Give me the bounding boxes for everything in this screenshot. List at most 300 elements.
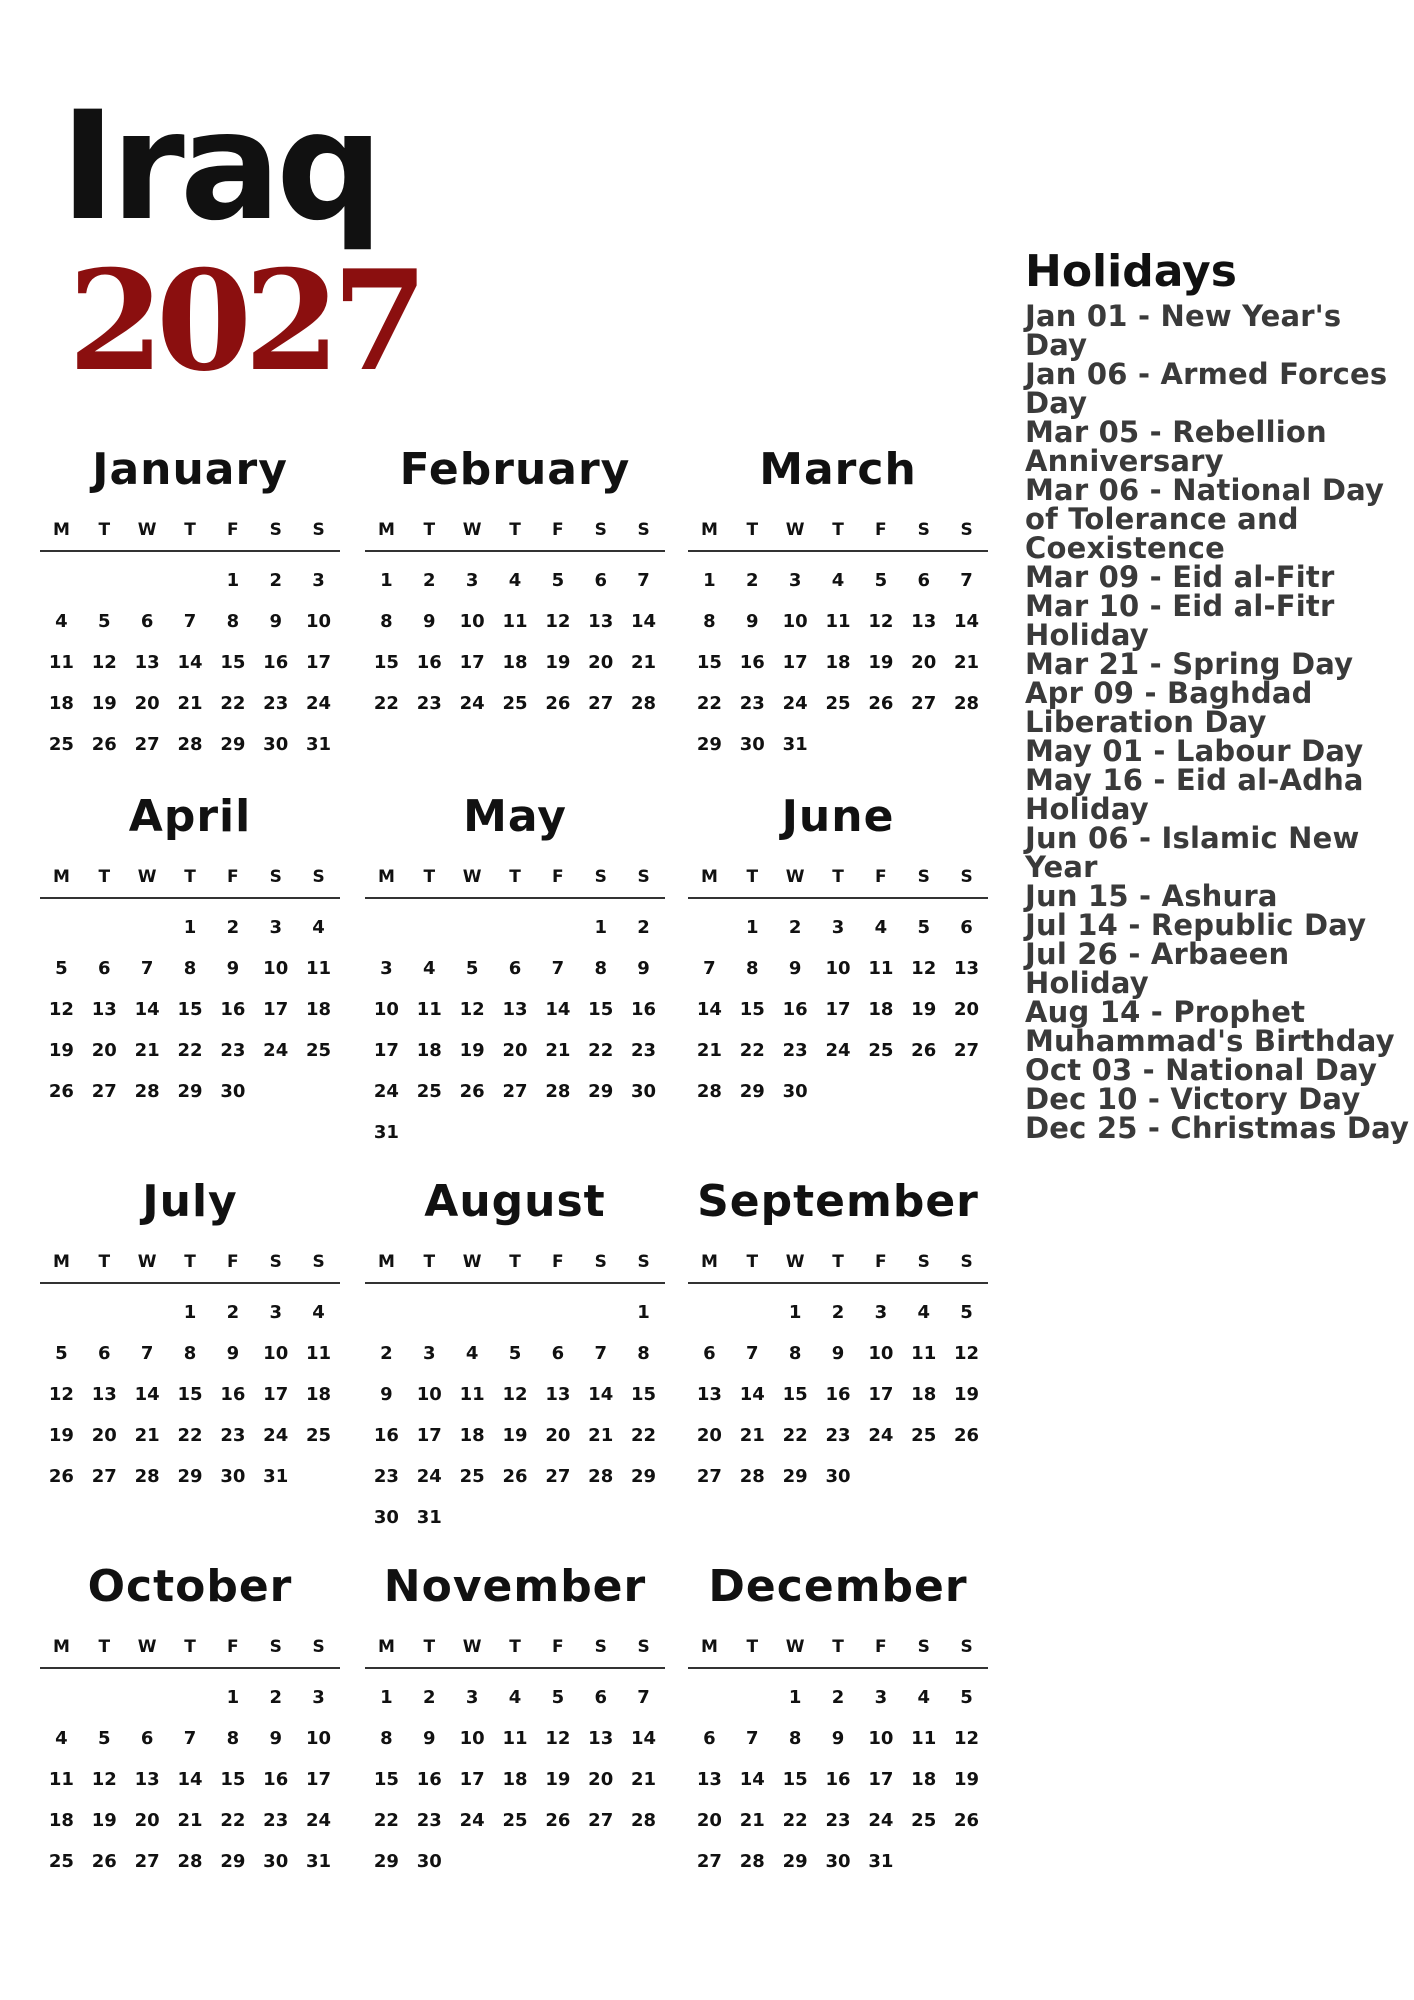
weekday-label: S [637,1637,650,1657]
day-cell: 10 [459,611,485,632]
weekday-label: W [785,1637,805,1657]
day-cell: 9 [831,1728,845,1749]
weekday-label: W [137,1252,157,1272]
month-name: July [142,1176,238,1227]
day-cell: 31 [868,1851,894,1872]
weekday-label: M [377,867,395,887]
day-cell: 20 [588,652,614,673]
day-cell: 13 [502,999,528,1020]
empty-cell [451,1292,494,1333]
empty-cell [688,1677,731,1718]
day-cell: 19 [545,652,571,673]
day-cell: 5 [98,611,111,632]
day-cell: 2 [226,917,240,938]
day-cell: 23 [631,1040,657,1061]
day-grid [365,1292,665,1538]
holiday-item: May 16 - Eid al-Adha Holiday [1025,763,1364,826]
day-cell: 5 [551,570,565,591]
day-cell: 3 [831,917,845,938]
month-december [688,1561,988,1882]
weekday-label: T [832,1637,844,1657]
weekday-label: T [746,520,759,540]
day-cell: 15 [220,652,246,673]
day-cell: 7 [637,570,650,591]
weekday-label: S [594,1637,607,1657]
day-grid [688,1292,988,1497]
day-cell: 19 [502,1425,528,1446]
day-cell: 30 [739,734,765,755]
day-cell: 18 [306,1384,332,1405]
day-cell: 15 [782,1769,808,1790]
day-cell: 28 [545,1081,571,1102]
day-cell: 22 [782,1810,808,1831]
day-cell: 6 [98,958,111,979]
day-cell: 8 [183,958,197,979]
day-cell: 19 [91,1810,117,1831]
empty-cell [40,1677,83,1718]
day-cell: 11 [825,611,851,632]
day-cell: 21 [177,693,203,714]
day-cell: 17 [306,1769,332,1790]
day-cell: 18 [459,1425,485,1446]
day-cell: 25 [911,1810,937,1831]
weekday-label: F [552,1637,564,1657]
day-cell: 6 [917,570,930,591]
day-cell: 18 [868,999,894,1020]
day-cell: 11 [48,1769,74,1790]
weekday-label: T [746,1252,759,1272]
day-cell: 17 [263,1384,289,1405]
day-cell: 28 [134,1466,160,1487]
day-cell: 24 [459,693,485,714]
day-cell: 16 [263,652,289,673]
weekday-label: F [552,1252,564,1272]
weekday-header [40,857,340,899]
weekday-label: S [637,1252,650,1272]
day-cell: 18 [911,1384,937,1405]
day-cell: 27 [134,1851,160,1872]
day-cell: 17 [825,999,851,1020]
day-cell: 27 [588,1810,614,1831]
weekday-label: S [269,520,282,540]
day-cell: 22 [220,1810,246,1831]
day-cell: 17 [263,999,289,1020]
day-cell: 12 [545,611,571,632]
day-cell: 3 [874,1302,888,1323]
day-cell: 21 [545,1040,571,1061]
day-grid [40,560,340,765]
day-cell: 14 [177,652,203,673]
day-cell: 31 [263,1466,289,1487]
day-cell: 30 [825,1851,851,1872]
day-cell: 22 [696,693,722,714]
day-cell: 4 [917,1302,930,1323]
day-cell: 16 [739,652,765,673]
day-cell: 17 [868,1384,894,1405]
day-cell: 12 [954,1728,980,1749]
weekday-label: M [700,1637,718,1657]
day-cell: 12 [911,958,937,979]
day-cell: 6 [140,611,154,632]
day-cell: 19 [48,1040,74,1061]
weekday-label: F [552,867,564,887]
day-cell: 8 [746,958,759,979]
day-cell: 22 [177,1040,203,1061]
holidays-title: Holidays [1025,246,1237,297]
day-cell: 16 [782,999,808,1020]
weekday-label: S [594,867,607,887]
month-name: June [781,791,895,842]
weekday-label: S [917,520,930,540]
day-cell: 13 [545,1384,571,1405]
day-cell: 27 [134,734,160,755]
day-cell: 9 [226,1343,240,1364]
day-cell: 12 [868,611,894,632]
weekday-label: T [184,867,196,887]
day-cell: 26 [954,1810,980,1831]
empty-cell [451,907,494,948]
day-cell: 16 [220,999,246,1020]
day-cell: 25 [48,734,74,755]
day-cell: 27 [91,1466,117,1487]
day-cell: 29 [782,1466,808,1487]
day-cell: 13 [588,1728,614,1749]
day-cell: 26 [954,1425,980,1446]
day-cell: 20 [502,1040,528,1061]
day-cell: 11 [48,652,74,673]
day-cell: 8 [226,611,240,632]
day-cell: 5 [960,1302,973,1323]
day-cell: 25 [502,1810,528,1831]
day-cell: 2 [380,1343,393,1364]
day-cell: 10 [373,999,399,1020]
weekday-label: W [785,867,805,887]
month-july [40,1176,340,1497]
day-cell: 19 [545,1769,571,1790]
weekday-header [688,1627,988,1669]
day-cell: 13 [588,611,614,632]
weekday-header [365,1242,665,1284]
day-cell: 10 [868,1343,894,1364]
weekday-label: T [832,1252,844,1272]
holiday-item: Jun 15 - Ashura [1025,879,1278,913]
day-cell: 20 [696,1425,722,1446]
day-cell: 29 [782,1851,808,1872]
day-cell: 28 [739,1466,765,1487]
month-name: May [463,791,567,842]
day-grid [365,1677,665,1882]
day-cell: 1 [703,570,716,591]
day-grid [40,907,340,1112]
day-cell: 1 [226,570,240,591]
weekday-label: W [462,520,482,540]
day-cell: 11 [306,958,332,979]
empty-cell [126,1292,169,1333]
day-cell: 17 [782,652,808,673]
weekday-label: W [137,520,157,540]
day-cell: 26 [91,1851,117,1872]
day-cell: 4 [465,1343,479,1364]
weekday-label: T [98,520,111,540]
day-cell: 12 [459,999,485,1020]
weekday-label: W [137,1637,157,1657]
weekday-label: S [269,867,282,887]
day-cell: 28 [177,1851,203,1872]
day-cell: 13 [134,1769,160,1790]
weekday-label: M [700,867,718,887]
day-cell: 20 [134,1810,160,1831]
holidays-panel [1025,246,1410,1145]
day-cell: 8 [380,611,393,632]
day-cell: 8 [594,958,607,979]
day-cell: 4 [423,958,436,979]
day-cell: 1 [637,1302,650,1323]
weekday-label: F [227,520,239,540]
day-cell: 27 [954,1040,980,1061]
day-cell: 28 [177,734,203,755]
month-name: January [92,444,288,495]
month-march [688,444,988,765]
year-title: 2027 [68,239,421,402]
day-cell: 6 [551,1343,565,1364]
day-cell: 10 [263,958,289,979]
day-cell: 26 [545,693,571,714]
day-cell: 19 [954,1384,980,1405]
weekday-label: W [785,520,805,540]
weekday-label: M [700,520,718,540]
month-november [365,1561,665,1882]
day-cell: 18 [825,652,851,673]
weekday-label: F [875,520,887,540]
day-cell: 1 [380,1687,393,1708]
day-cell: 12 [954,1343,980,1364]
day-cell: 28 [631,693,657,714]
month-october [40,1561,340,1882]
day-cell: 2 [637,917,650,938]
empty-cell [536,1292,579,1333]
day-cell: 5 [874,570,888,591]
empty-cell [408,907,451,948]
day-cell: 2 [226,1302,240,1323]
weekday-label: T [184,1637,196,1657]
weekday-label: M [52,1252,70,1272]
weekday-label: M [377,1637,395,1657]
day-cell: 31 [306,734,332,755]
day-cell: 28 [954,693,980,714]
day-cell: 8 [183,1343,197,1364]
day-cell: 14 [739,1384,765,1405]
weekday-header [40,1242,340,1284]
day-cell: 3 [269,917,282,938]
day-cell: 29 [631,1466,657,1487]
day-cell: 21 [134,1425,160,1446]
day-cell: 30 [373,1507,399,1528]
day-cell: 16 [416,652,442,673]
day-cell: 16 [373,1425,399,1446]
day-cell: 25 [825,693,851,714]
day-cell: 2 [831,1687,845,1708]
day-cell: 27 [545,1466,571,1487]
empty-cell [126,1677,169,1718]
day-cell: 1 [380,570,393,591]
weekday-label: S [312,867,325,887]
holiday-item: Jan 01 - New Year's Day [1025,299,1342,362]
day-cell: 24 [263,1425,289,1446]
day-cell: 12 [48,1384,74,1405]
month-august [365,1176,665,1538]
day-cell: 27 [588,693,614,714]
day-cell: 20 [954,999,980,1020]
day-cell: 14 [631,1728,657,1749]
day-cell: 15 [220,1769,246,1790]
holiday-item: May 01 - Labour Day [1025,734,1364,768]
weekday-label: T [184,520,196,540]
day-cell: 1 [183,1302,197,1323]
day-cell: 2 [269,570,282,591]
day-cell: 30 [263,734,289,755]
day-cell: 30 [416,1851,442,1872]
weekday-label: S [960,867,973,887]
empty-cell [83,1292,126,1333]
day-cell: 24 [782,693,808,714]
day-cell: 1 [183,917,197,938]
weekday-label: S [637,520,650,540]
day-grid [40,1677,340,1882]
day-cell: 21 [954,652,980,673]
day-cell: 15 [696,652,722,673]
day-cell: 29 [177,1466,203,1487]
day-cell: 14 [177,1769,203,1790]
day-cell: 16 [416,1769,442,1790]
day-cell: 7 [746,1343,759,1364]
weekday-label: T [509,867,521,887]
day-cell: 9 [637,958,650,979]
weekday-header [688,510,988,552]
holiday-item: Mar 09 - Eid al-Fitr [1025,560,1335,594]
day-cell: 25 [911,1425,937,1446]
day-cell: 6 [98,1343,111,1364]
day-cell: 17 [373,1040,399,1061]
day-cell: 27 [696,1466,722,1487]
weekday-label: T [98,1637,111,1657]
holiday-item: Aug 14 - Prophet Muhammad's Birthday [1025,995,1395,1058]
day-cell: 3 [312,570,325,591]
day-cell: 24 [373,1081,399,1102]
month-name: March [759,444,917,495]
weekday-label: W [462,1637,482,1657]
day-cell: 4 [874,917,888,938]
weekday-label: T [746,1637,759,1657]
day-cell: 4 [508,1687,522,1708]
day-cell: 5 [465,958,479,979]
day-cell: 23 [416,693,442,714]
day-cell: 3 [423,1343,436,1364]
month-may [365,791,665,1153]
empty-cell [731,1292,774,1333]
month-name: December [708,1561,968,1612]
weekday-label: T [423,520,436,540]
day-cell: 7 [183,611,197,632]
day-cell: 4 [831,570,845,591]
empty-cell [494,907,537,948]
day-cell: 23 [825,1810,851,1831]
weekday-label: T [184,1252,196,1272]
day-cell: 1 [788,1302,802,1323]
day-cell: 24 [306,1810,332,1831]
day-cell: 18 [502,1769,528,1790]
day-cell: 10 [263,1343,289,1364]
day-cell: 30 [782,1081,808,1102]
day-cell: 3 [465,1687,479,1708]
day-cell: 7 [140,958,154,979]
holiday-item: Mar 06 - National Day of Tolerance and Coexistence [1025,473,1385,565]
day-cell: 22 [782,1425,808,1446]
day-cell: 23 [220,1425,246,1446]
day-cell: 8 [788,1728,802,1749]
day-cell: 1 [788,1687,802,1708]
empty-cell [536,907,579,948]
holiday-item: Jan 06 - Armed Forces Day [1025,357,1388,420]
day-cell: 4 [508,570,522,591]
empty-cell [494,1292,537,1333]
day-cell: 15 [631,1384,657,1405]
weekday-label: F [227,1637,239,1657]
day-cell: 10 [306,611,332,632]
day-cell: 19 [48,1425,74,1446]
day-cell: 18 [48,693,74,714]
empty-cell [579,1292,622,1333]
day-cell: 19 [91,693,117,714]
month-june [688,791,988,1112]
weekday-label: F [227,1252,239,1272]
day-cell: 29 [739,1081,765,1102]
day-cell: 8 [226,1728,240,1749]
day-cell: 9 [423,1728,436,1749]
day-cell: 9 [746,611,759,632]
day-cell: 7 [703,958,716,979]
day-cell: 25 [416,1081,442,1102]
day-cell: 5 [917,917,930,938]
day-cell: 13 [954,958,980,979]
day-cell: 1 [746,917,759,938]
day-cell: 22 [588,1040,614,1061]
month-name: August [424,1176,606,1227]
empty-cell [83,1677,126,1718]
day-cell: 30 [631,1081,657,1102]
day-cell: 2 [788,917,802,938]
day-cell: 25 [48,1851,74,1872]
weekday-label: W [462,1252,482,1272]
day-cell: 14 [631,611,657,632]
day-cell: 16 [631,999,657,1020]
holiday-item: Dec 10 - Victory Day [1025,1082,1361,1116]
month-name: November [383,1561,647,1612]
month-name: February [399,444,631,495]
day-cell: 20 [911,652,937,673]
day-cell: 12 [545,1728,571,1749]
day-cell: 11 [911,1728,937,1749]
day-cell: 23 [739,693,765,714]
day-cell: 21 [177,1810,203,1831]
holiday-item: Oct 03 - National Day [1025,1053,1378,1087]
weekday-label: M [377,1252,395,1272]
day-cell: 19 [459,1040,485,1061]
empty-cell [365,907,408,948]
day-cell: 23 [263,693,289,714]
day-cell: 31 [373,1122,399,1143]
weekday-header [365,857,665,899]
day-cell: 31 [416,1507,442,1528]
